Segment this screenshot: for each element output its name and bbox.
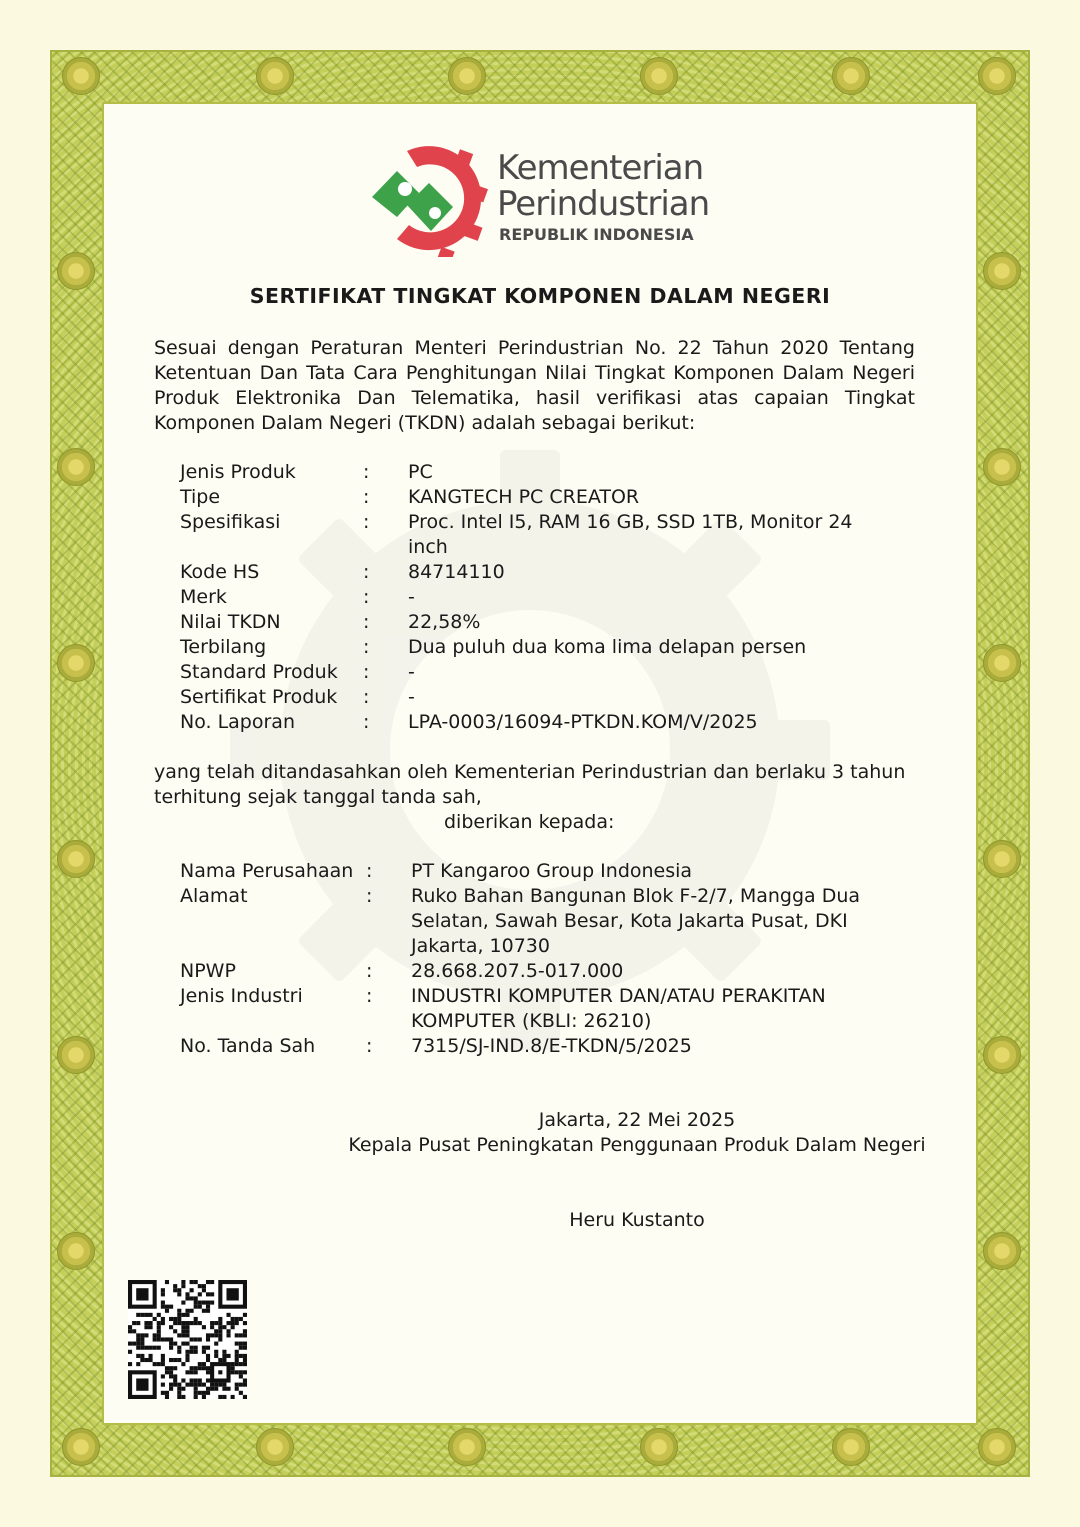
product-row-separator: :	[363, 511, 370, 533]
qr-code-icon	[128, 1280, 247, 1399]
product-row-label: Sertifikat Produk	[180, 686, 338, 708]
signature-place-date: Jakarta, 22 Mei 2025	[538, 1109, 736, 1131]
company-row	[180, 984, 891, 1034]
product-row-value: Proc. Intel I5, RAM 16 GB, SSD 1TB, Monitor 24 inch	[408, 511, 853, 558]
logo-text-republik: REPUBLIK INDONESIA	[499, 225, 694, 244]
product-row-label: Kode HS	[180, 561, 260, 583]
product-row-label: No. Laporan	[180, 711, 295, 733]
garuda-emblem-icon	[57, 644, 95, 682]
product-row-separator: :	[363, 486, 370, 508]
given-to-text: diberikan kepada:	[444, 811, 615, 833]
company-row-label: Jenis Industri	[180, 985, 303, 1007]
garuda-emblem-icon	[62, 1428, 100, 1466]
product-row-value: 84714110	[408, 561, 505, 583]
garuda-emblem-icon	[640, 57, 678, 95]
company-row	[180, 1034, 891, 1059]
product-row-label: Spesifikasi	[180, 511, 281, 533]
company-row-separator: :	[366, 985, 373, 1007]
garuda-emblem-icon	[448, 57, 486, 95]
garuda-emblem-icon	[640, 1428, 678, 1466]
company-details	[180, 859, 891, 1059]
company-row-value: 28.668.207.5-017.000	[411, 960, 624, 982]
product-row	[180, 585, 888, 610]
garuda-emblem-icon	[256, 1428, 294, 1466]
company-row-separator: :	[366, 860, 373, 882]
product-row-value: -	[408, 686, 415, 708]
garuda-emblem-icon	[57, 1036, 95, 1074]
garuda-emblem-icon	[57, 448, 95, 486]
company-row	[180, 884, 891, 959]
company-row-label: Alamat	[180, 885, 248, 907]
logo-text-perindustrian: Perindustrian	[497, 184, 710, 224]
company-row-value: PT Kangaroo Group Indonesia	[411, 860, 693, 882]
company-row-value: 7315/SJ-IND.8/E-TKDN/5/2025	[411, 1035, 692, 1057]
product-row-value: PC	[408, 461, 433, 483]
company-row-value: INDUSTRI KOMPUTER DAN/ATAU PERAKITAN KOMPUTER (KBLI: 26210)	[411, 985, 826, 1032]
product-row-label: Standard Produk	[180, 661, 338, 683]
garuda-emblem-icon	[983, 448, 1021, 486]
product-row-value: Dua puluh dua koma lima delapan persen	[408, 636, 807, 658]
garuda-emblem-icon	[448, 1428, 486, 1466]
garuda-emblem-icon	[983, 644, 1021, 682]
signature-role: Kepala Pusat Peningkatan Penggunaan Produk Dalam Negeri	[348, 1134, 926, 1156]
product-row-label: Nilai TKDN	[180, 611, 281, 633]
product-row-label: Jenis Produk	[180, 461, 296, 483]
product-row-separator: :	[363, 461, 370, 483]
product-row	[180, 485, 888, 510]
product-row-label: Terbilang	[180, 636, 267, 658]
product-row	[180, 635, 888, 660]
company-row-separator: :	[366, 960, 373, 982]
company-row	[180, 959, 891, 984]
garuda-emblem-icon	[983, 840, 1021, 878]
product-row	[180, 685, 888, 710]
product-row-value: -	[408, 586, 415, 608]
product-row-separator: :	[363, 661, 370, 683]
product-row-separator: :	[363, 711, 370, 733]
product-row-value: 22,58%	[408, 611, 481, 633]
garuda-emblem-icon	[62, 57, 100, 95]
company-row-separator: :	[366, 885, 373, 907]
product-row-value: LPA-0003/16094-PTKDN.KOM/V/2025	[408, 711, 758, 733]
product-row	[180, 560, 888, 585]
product-row-value: KANGTECH PC CREATOR	[408, 486, 640, 508]
company-row	[180, 859, 891, 884]
product-row-label: Tipe	[180, 486, 221, 508]
garuda-emblem-icon	[57, 840, 95, 878]
signatory-name: Heru Kustanto	[569, 1209, 705, 1231]
product-row-separator: :	[363, 561, 370, 583]
garuda-emblem-icon	[983, 1036, 1021, 1074]
company-row-separator: :	[366, 1035, 373, 1057]
product-details	[180, 460, 888, 735]
garuda-emblem-icon	[832, 57, 870, 95]
product-row	[180, 710, 888, 735]
garuda-emblem-icon	[57, 1232, 95, 1270]
garuda-emblem-icon	[256, 57, 294, 95]
logo-text-kementerian: Kementerian	[497, 148, 704, 188]
garuda-emblem-icon	[983, 1232, 1021, 1270]
product-row-separator: :	[363, 586, 370, 608]
company-row-label: Nama Perusahaan	[180, 860, 354, 882]
product-row-separator: :	[363, 686, 370, 708]
garuda-emblem-icon	[978, 57, 1016, 95]
intro-paragraph: Sesuai dengan Peraturan Menteri Perindustrian No. 22 Tahun 2020 Tentang Ketentuan Dan Tata Cara Penghitungan Nilai Tingkat Komponen Dalam Negeri Produk Elektronika Dan Telematika, hasil verifikasi atas capaian Tingkat Komponen Dalam Negeri (TKDN) adalah sebagai berikut:	[154, 337, 915, 434]
company-row-label: NPWP	[180, 960, 236, 982]
certificate-title: SERTIFIKAT TINGKAT KOMPONEN DALAM NEGERI	[249, 284, 831, 308]
validity-paragraph: yang telah ditandasahkan oleh Kementerian Perindustrian dan berlaku 3 tahun terhitung sejak tanggal tanda sah,	[154, 761, 906, 808]
product-row	[180, 510, 888, 560]
company-row-value: Ruko Bahan Bangunan Blok F-2/7, Mangga Dua Selatan, Sawah Besar, Kota Jakarta Pusat, DKI Jakarta, 10730	[411, 885, 861, 957]
garuda-emblem-icon	[832, 1428, 870, 1466]
garuda-emblem-icon	[978, 1428, 1016, 1466]
product-row-separator: :	[363, 636, 370, 658]
product-row	[180, 460, 888, 485]
product-row	[180, 660, 888, 685]
product-row-separator: :	[363, 611, 370, 633]
company-row-label: No. Tanda Sah	[180, 1035, 316, 1057]
product-row-value: -	[408, 661, 415, 683]
product-row	[180, 610, 888, 635]
product-row-label: Merk	[180, 586, 227, 608]
